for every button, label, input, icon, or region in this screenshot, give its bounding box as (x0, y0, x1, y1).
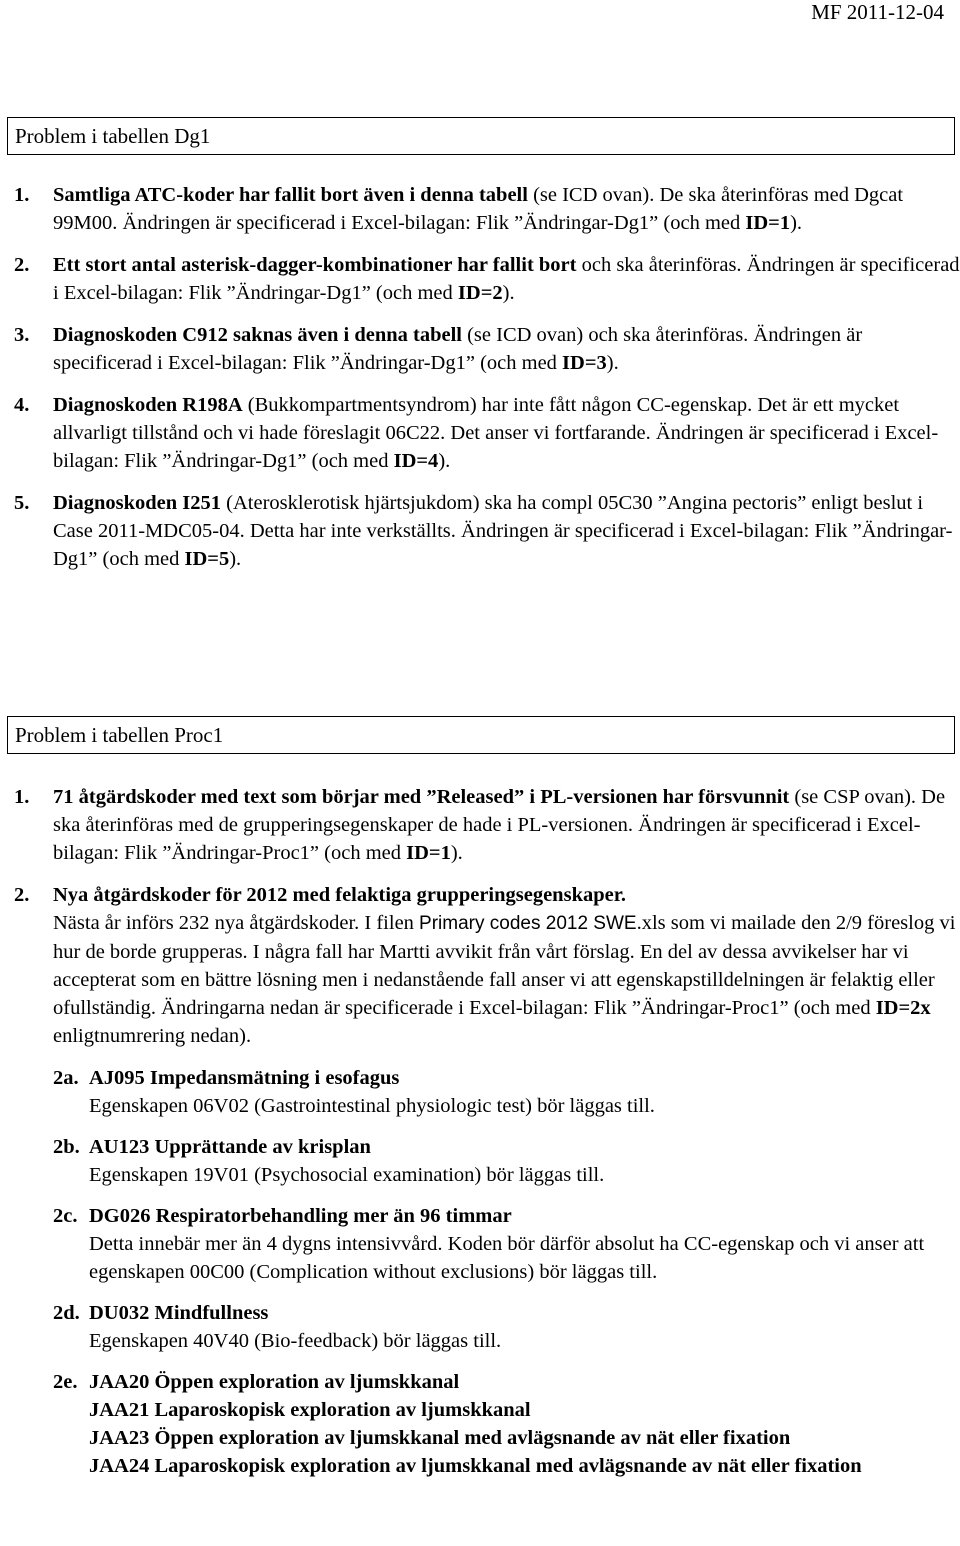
list-item: 1. Samtliga ATC-koder har fallit bort även i denna tabell (se ICD ovan). De ska återinföras med Dgcat 99M00. Ändringen är specificerad i Excel-bilagan: Flik ”Ändringar-Dg1” (och med ID=1). (0, 181, 960, 237)
item-id: ID=1 (406, 842, 451, 864)
list-item: 3. Diagnoskoden C912 saknas även i denna tabell (se ICD ovan) och ska återinföras. Ändringen är specificerad i Excel-bilagan: Flik ”Ändringar-Dg1” (och med ID=3). (0, 321, 960, 377)
list-item: 1. 71 åtgärdskoder med text som börjar med ”Released” i PL-versionen har försvunnit (se CSP ovan). De ska återinföras med de grupperingsegenskaper de hade i PL-versionen. Ändringen är specificerad i Excel-bilagan: Flik ”Ändringar-Proc1” (och med ID=1). (0, 783, 960, 867)
proc1-problem-list (0, 783, 960, 1493)
sub-item-number: 2b. (53, 1136, 80, 1158)
sub-item (0, 1299, 960, 1355)
sub-item-text: Detta innebär mer än 4 dygns intensivvård. Koden bör därför absolut ha CC-egenskap och vi anser att egenskapen 00C00 (Complication without exclusions) bör läggas till. (89, 1233, 925, 1283)
sub-item-title: DG026 Respiratorbehandling mer än 96 timmar (89, 1205, 512, 1227)
section-heading-proc1 (7, 716, 955, 754)
item-number: 5. (14, 492, 30, 514)
sub-item-title: JAA20 Öppen exploration av ljumskkanal (89, 1371, 460, 1393)
sub-item-number: 2a. (53, 1067, 79, 1089)
section-title: Problem i tabellen Dg1 (15, 124, 211, 148)
list-item: 4. Diagnoskoden R198A (Bukkompartmentsyndrom) har inte fått någon CC-egenskap. Det är ett mycket allvarligt tillstånd och vi hade föreslagit 06C22. Det anser vi fortfarande. Ändringen är specificerad i Excel-bilagan: Flik ”Ändringar-Dg1” (och med ID=4). (0, 391, 960, 475)
item-number: 2. (14, 254, 30, 276)
item-text: .xls som vi mailade den 2/9 föreslog vi hur de borde grupperas. I några fall har Martti avvikit från vårt förslag. En del av dessa avvikelser har vi accepterat som en bättre lösning men i nedanstående fall anser vi att egenskapstilldelningen är felaktig eller ofullständig. Ändringarna nedan är specificerade i Excel-bilagan: Flik ”Ändringar-Proc1” (och med (53, 912, 956, 1019)
list-item: 2. Nya åtgärdskoder för 2012 med felaktiga grupperingsegenskaper. Nästa år införs 232 nya åtgärdskoder. I filen Primary codes 2012 SWE.xls som vi mailade den 2/9 föreslog vi hur de borde grupperas. I några fall har Martti avvikit från vårt förslag. En del av dessa avvikelser har vi accepterat som en bättre lösning men i nedanstående fall anser vi att egenskapstilldelningen är felaktig eller ofullständig. Ändringarna nedan är specificerade i Excel-bilagan: Flik ”Ändringar-Proc1” (och med ID=2x enligtnumrering nedan). (0, 881, 960, 1050)
item-heading: Ett stort antal asterisk-dagger-kombinationer har fallit bort (53, 254, 577, 276)
item-id: ID=1 (745, 212, 791, 234)
list-item: 2. Ett stort antal asterisk-dagger-kombinationer har fallit bort och ska återinföras. Ändringen är specificerad i Excel-bilagan: Flik ”Ändringar-Dg1” (och med ID=2). (0, 251, 960, 307)
sub-item-number: 2c. (53, 1205, 78, 1227)
file-name: Primary codes 2012 SWE (419, 913, 637, 934)
dg1-problem-list (0, 181, 960, 587)
item-text: (se CSP ovan). De ska återinföras med de grupperingsegenskaper de hade i PL-versionen. Ändringen är specificerad i Excel-bilagan: Flik ”Ändringar-Proc1” (och med (53, 786, 946, 864)
item-text: Nästa år införs 232 nya åtgärdskoder. I filen (53, 912, 420, 934)
item-heading: Diagnoskoden R198A (53, 394, 243, 416)
sub-item-text: Egenskapen 40V40 (Bio-feedback) bör läggas till. (89, 1330, 502, 1352)
item-number: 1. (14, 184, 30, 206)
item-number: 4. (14, 394, 30, 416)
sub-item-number: 2e. (53, 1371, 78, 1393)
section-heading-dg1 (7, 117, 955, 155)
item-heading: 71 åtgärdskoder med text som börjar med ”Released” i PL-versionen har försvunnit (53, 786, 790, 808)
item-heading: Nya åtgärdskoder för 2012 med felaktiga grupperingsegenskaper. (53, 884, 627, 906)
item-heading: Diagnoskoden I251 (53, 492, 222, 514)
item-text: (Aterosklerotisk hjärtsjukdom) ska ha compl 05C30 ”Angina pectoris” enligt beslut i Case 2011-MDC05-04. Detta har inte verkställts. Ändringen är specificerad i Excel-bilagan: Flik ”Ändringar-Dg1” (och med (53, 492, 953, 570)
section-title: Problem i tabellen Proc1 (15, 723, 224, 747)
item-id: ID=3 (562, 352, 607, 374)
sub-item-text: Egenskapen 19V01 (Psychosocial examination) bör läggas till. (89, 1164, 605, 1186)
item-id: ID=2 (457, 282, 503, 304)
item-text: (se ICD ovan). De ska återinföras med Dgcat 99M00. Ändringen är specificerad i Excel-bilagan: Flik ”Ändringar-Dg1” (och med (53, 184, 904, 234)
sub-item-number: 2d. (53, 1302, 80, 1324)
sub-item-title: JAA23 Öppen exploration av ljumskkanal med avlägsnande av nät eller fixation (89, 1427, 791, 1449)
item-id: ID=4 (393, 450, 439, 472)
sub-item-title: AJ095 Impedansmätning i esofagus (89, 1067, 400, 1089)
sub-item-text: Egenskapen 06V02 (Gastrointestinal physiologic test) bör läggas till. (89, 1095, 655, 1117)
item-text: (se ICD ovan) och ska återinföras. Ändringen är specificerad i Excel-bilagan: Flik ”Ändringar-Dg1” (och med (53, 324, 863, 374)
sub-item (0, 1202, 960, 1286)
sub-item-title: JAA21 Laparoskopisk exploration av ljumskkanal (89, 1399, 531, 1421)
item-text: (Bukkompartmentsyndrom) har inte fått någon CC-egenskap. Det är ett mycket allvarligt tillstånd och vi hade föreslagit 06C22. Det anser vi fortfarande. Ändringen är specificerad i Excel-bilagan: Flik ”Ändringar-Dg1” (och med (53, 394, 939, 472)
sub-item-title: JAA24 Laparoskopisk exploration av ljumskkanal med avlägsnande av nät eller fixation (89, 1455, 862, 1477)
item-number: 1. (14, 786, 30, 808)
item-number: 2. (14, 884, 30, 906)
item-number: 3. (14, 324, 30, 346)
sub-item (0, 1368, 960, 1480)
sub-item-title: DU032 Mindfullness (89, 1302, 269, 1324)
item-heading: Diagnoskoden C912 saknas även i denna tabell (53, 324, 462, 346)
item-heading: Samtliga ATC-koder har fallit bort även i denna tabell (53, 184, 528, 206)
item-id: ID=5 (184, 548, 230, 570)
list-item: 5. Diagnoskoden I251 (Aterosklerotisk hjärtsjukdom) ska ha compl 05C30 ”Angina pectoris” enligt beslut i Case 2011-MDC05-04. Detta har inte verkställts. Ändringen är specificerad i Excel-bilagan: Flik ”Ändringar-Dg1” (och med ID=5). (0, 489, 960, 573)
sub-item-title: AU123 Upprättande av krisplan (89, 1136, 371, 1158)
item-id: ID=2x (875, 997, 931, 1019)
item-text: och ska återinföras. Ändringen är specificerad i Excel-bilagan: Flik ”Ändringar-Dg1” (och med (53, 254, 960, 304)
sub-item (0, 1133, 960, 1189)
document-date: MF 2011-12-04 (811, 0, 944, 24)
sub-item (0, 1064, 960, 1120)
